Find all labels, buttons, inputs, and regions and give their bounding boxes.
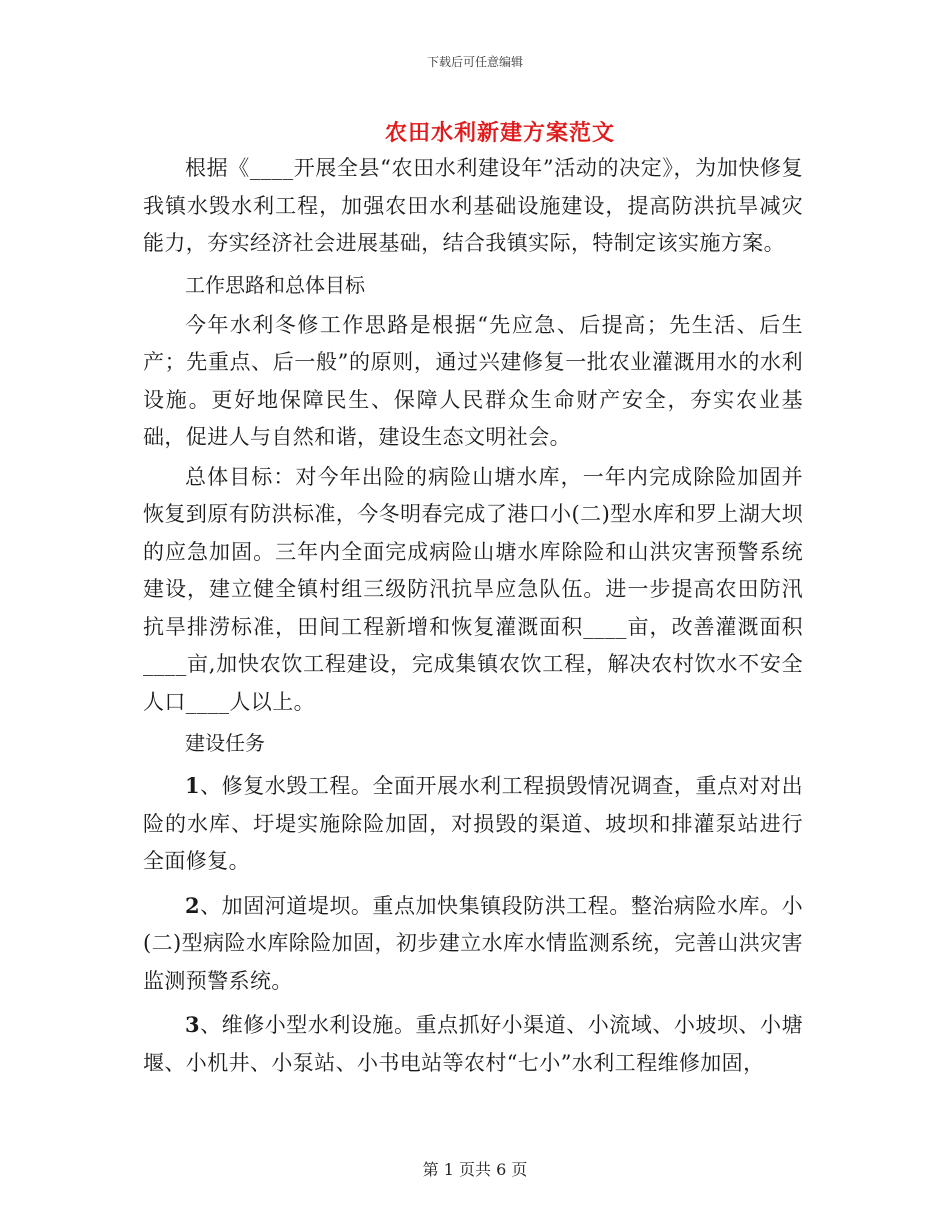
task-3-text: 、维修小型水利设施。重点抓好小渠道、小流域、小坡坝、小塘堰、小机井、小泵站、小书电站等农村“七小”水利工程维修加固， [143, 1013, 803, 1075]
header-note: 下载后可任意编辑 [426, 55, 523, 69]
goals-paragraph: 总体目标：对今年出险的病险山塘水库，一年内完成除险加固并恢复到原有防洪标准，今冬明春完成了港口小(二)型水库和罗上湖大坝的应急加固。三年内全面完成病险山塘水库除险和山洪灾害预警系统建设，建立健全镇村组三级防汛抗旱应急队伍。进一步提高农田防汛抗旱排涝标准，田间工程新增和恢复灌溉面积____亩，改善灌溉面积____亩,加快农饮工程建设，完成集镇农饮工程，解决农村饮水不安全人口____人以上。 [143, 464, 803, 714]
task-3-paragraph [143, 1006, 803, 1082]
document-title: 农田水利新建方案范文 [384, 120, 615, 146]
task-2-text: 、加固河道堤坝。重点加快集镇段防洪工程。整治病险水库。小(二)型病险水库除险加固，初步建立水库水情监测系统，完善山洪灾害监测预警系统。 [143, 893, 803, 993]
page-footer: 第 1 页共 6 页 [422, 1160, 528, 1179]
task-1-text: 、修复水毁工程。全面开展水利工程损毁情况调查，重点对对出险的水库、圩堤实施除险加固，对损毁的渠道、坡坝和排灌泵站进行全面修复。 [143, 774, 803, 873]
intro-paragraph: 根据《____开展全县“农田水利建设年”活动的决定》，为加快修复我镇水毁水利工程，加强农田水利基础设施建设，提高防洪抗旱减灾能力，夯实经济社会进展基础，结合我镇实际，特制定该实施方案。 [143, 156, 803, 255]
section-heading-tasks: 建设任务 [185, 731, 265, 755]
section-heading-ideas: 工作思路和总体目标 [185, 272, 365, 297]
task-1-paragraph [143, 767, 803, 881]
task-2-paragraph [143, 887, 803, 1001]
task-2-number: 2 [185, 892, 201, 918]
task-3-number: 3 [185, 1012, 201, 1037]
document-body [143, 150, 803, 1084]
task-1-number: 1 [185, 773, 201, 798]
ideas-paragraph: 今年水利冬修工作思路是根据“先应急、后提高；先生活、后生产；先重点、后一般”的原则，通过兴建修复一批农业灌溉用水的水利设施。更好地保障民生、保障人民群众生命财产安全，夯实农业基础，促进人与自然和谐，建设生态文明社会。 [143, 312, 803, 449]
